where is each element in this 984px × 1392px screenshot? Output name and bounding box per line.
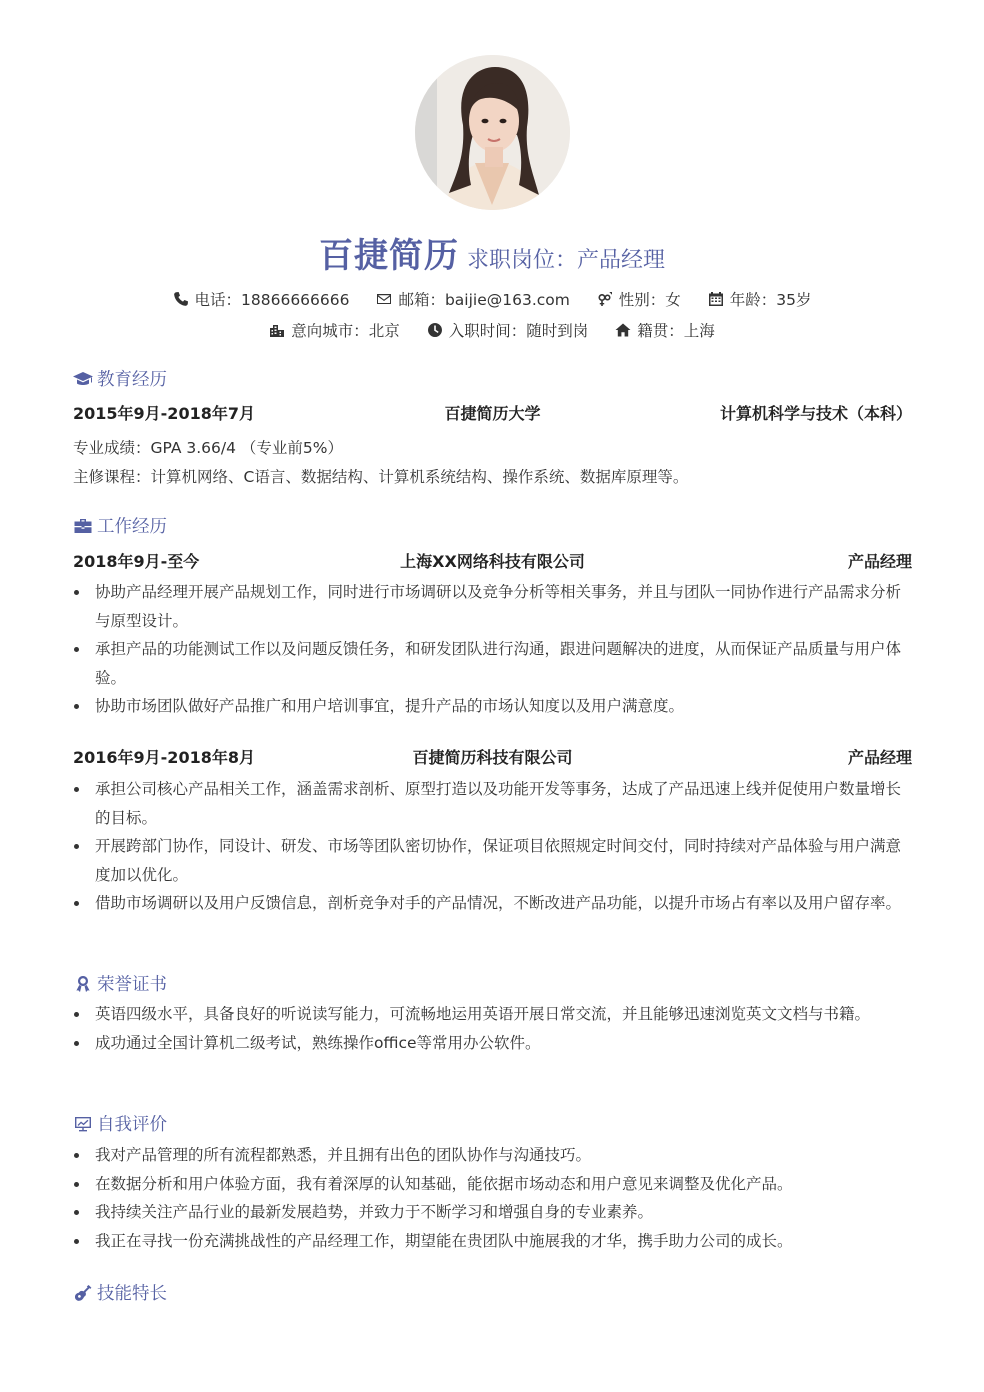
list-item: 承担产品的功能测试工作以及问题反馈任务，和研发团队进行沟通，跟进问题解决的进度，从而保证产品质量与用户体验。	[73, 635, 903, 692]
work-section-title	[73, 513, 167, 538]
honors-title: 荣誉证书	[97, 975, 167, 995]
gender-icon	[597, 291, 613, 307]
envelope-icon	[376, 291, 392, 307]
award-ribbon-icon	[73, 975, 93, 993]
contact-row-1	[0, 288, 984, 310]
list-item: 协助市场团队做好产品推广和用户培训事宜，提升产品的市场认知度以及用户满意度。	[73, 692, 903, 721]
self-title: 自我评价	[97, 1115, 167, 1135]
presentation-board-icon	[73, 1115, 93, 1133]
education-period: 2015年9月-2018年7月	[73, 404, 255, 423]
home-icon	[615, 322, 631, 338]
email-item	[376, 288, 569, 310]
job-2-company: 百捷简历科技有限公司	[412, 748, 573, 767]
phone-text: 电话：18866666666	[194, 291, 350, 309]
clock-icon	[427, 322, 443, 338]
calendar-icon	[708, 291, 724, 307]
honors-section-title	[73, 971, 167, 996]
job-1-role: 产品经理	[847, 552, 912, 571]
job-target: 求职岗位：产品经理	[466, 248, 665, 273]
list-item: 在数据分析和用户体验方面，我有着深厚的认知基础，能依据市场动态和用户意见来调整及优化产品。	[73, 1170, 903, 1199]
list-item: 协助产品经理开展产品规划工作，同时进行市场调研以及竞争分析等相关事务，并且与团队一同协作进行产品需求分析与原型设计。	[73, 578, 903, 635]
job-2-duties	[73, 775, 903, 918]
city-text: 意向城市：北京	[291, 322, 400, 340]
hometown-text: 籍贯：上海	[637, 322, 715, 340]
education-section-title	[73, 366, 167, 391]
guitar-icon	[73, 1284, 93, 1302]
list-item: 承担公司核心产品相关工作，涵盖需求剖析、原型打造以及功能开发等事务，达成了产品迅速上线并促使用户数量增长的目标。	[73, 775, 903, 832]
self-list	[73, 1141, 903, 1255]
education-school: 百捷简历大学	[444, 404, 541, 423]
start-item	[427, 319, 589, 341]
avatar-portrait	[415, 55, 570, 210]
education-title: 教育经历	[97, 370, 167, 390]
work-title: 工作经历	[97, 517, 167, 537]
job-2-period: 2016年9月-2018年8月	[73, 748, 255, 767]
list-item: 成功通过全国计算机二级考试，熟练操作office等常用办公软件。	[73, 1029, 903, 1058]
resume-name: 百捷简历	[318, 236, 459, 276]
list-item: 借助市场调研以及用户反馈信息，剖析竞争对手的产品情况，不断改进产品功能，以提升市场占有率以及用户留存率。	[73, 889, 903, 918]
skills-title: 技能特长	[97, 1284, 167, 1304]
briefcase-icon	[73, 517, 93, 535]
start-text: 入职时间：随时到岗	[448, 322, 589, 340]
phone-item	[173, 288, 350, 310]
avatar	[415, 55, 570, 210]
age-item	[708, 288, 812, 310]
city-buildings-icon	[269, 322, 285, 338]
title-row	[0, 228, 984, 277]
education-gpa: 专业成绩：GPA 3.66/4 （专业前5%）	[73, 439, 344, 457]
job-1-company: 上海XX网络科技有限公司	[400, 552, 585, 571]
age-text: 年龄：35岁	[729, 291, 812, 309]
city-item	[269, 319, 400, 341]
hometown-item	[615, 319, 715, 341]
list-item: 我正在寻找一份充满挑战性的产品经理工作，期望能在贵团队中施展我的才华，携手助力公司的成长。	[73, 1227, 903, 1256]
list-item: 我持续关注产品行业的最新发展趋势，并致力于不断学习和增强自身的专业素养。	[73, 1198, 903, 1227]
graduation-cap-icon	[73, 370, 93, 388]
list-item: 英语四级水平，具备良好的听说读写能力，可流畅地运用英语开展日常交流，并且能够迅速浏览英文文档与书籍。	[73, 1000, 903, 1029]
education-major: 计算机科学与技术（本科）	[719, 404, 912, 423]
job-2-role: 产品经理	[847, 748, 912, 767]
contact-row-2	[0, 319, 984, 341]
phone-icon	[173, 291, 189, 307]
job-1-period: 2018年9月-至今	[73, 552, 200, 571]
list-item: 开展跨部门协作，同设计、研发、市场等团队密切协作，保证项目依照规定时间交付，同时持续对产品体验与用户满意度加以优化。	[73, 832, 903, 889]
honors-list	[73, 1000, 903, 1057]
self-section-title	[73, 1111, 167, 1136]
list-item: 我对产品管理的所有流程都熟悉，并且拥有出色的团队协作与沟通技巧。	[73, 1141, 903, 1170]
gender-text: 性别：女	[618, 291, 681, 309]
gender-item	[597, 288, 681, 310]
education-courses: 主修课程：计算机网络、C语言、数据结构、计算机系统结构、操作系统、数据库原理等。	[73, 468, 689, 486]
skills-section-title	[73, 1280, 167, 1305]
job-1-duties	[73, 578, 903, 721]
email-text: 邮箱：baijie@163.com	[398, 291, 570, 309]
